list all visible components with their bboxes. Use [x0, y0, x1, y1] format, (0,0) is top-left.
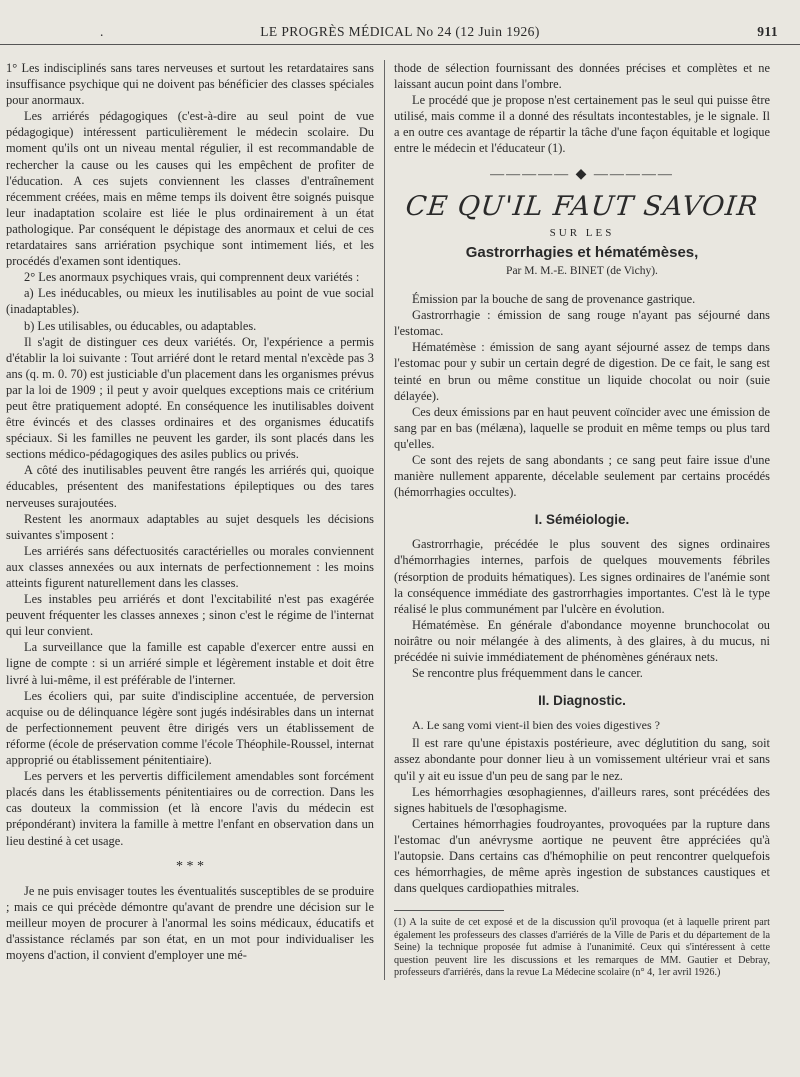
paragraph: Il s'agit de distinguer ces deux variétés. Or, l'expérience a permis d'établir la loi suivante : Tout arriéré dont le retard mental n'excède pas 3 ans (q. m. 0. 70) est justiciable d'un placement dans les organismes prévus par la loi de 1909 ; il peut y avoir quelques exceptions mais ce critérium peut être pratiquement adopté. En conséquence les inutilisables doivent être évincés et des classes ordinaires et des organismes éducatifs spéciaux. Si les familles ne peuvent les garder, ils sont placés dans les sections médico-pédagogiques des asiles publics ou privés.	[6, 334, 374, 462]
header-dot: .	[100, 24, 104, 39]
paragraph: a) Les inéducables, ou mieux les inutilisables au point de vue social (inadaptables).	[6, 286, 374, 317]
paragraph: La surveillance que la famille est capable d'exercer entre aussi en ligne de compte : si un arriéré simple et légèrement instable et doit être livré à lui-même, il est préférable de l'interner.	[6, 640, 374, 687]
paragraph: Ces deux émissions par en haut peuvent coïncider avec une émission de sang par en bas (mélæna), laquelle se produit en même temps ou plus tard qu'elles.	[394, 404, 770, 451]
byline: Par M. M.-E. BINET (de Vichy).	[506, 264, 658, 277]
paragraph: Hématémèse. En générale d'abondance moyenne brunchocolat ou noirâtre ou noir mélangée à des aliments, à des glaires, à du mucus, ni précédée ni suivie immédiatement de phénomènes généraux nets.	[394, 617, 770, 664]
paragraph: A côté des inutilisables peuvent être rangés les arriérés qui, quoique éducables, présentent des manifestations épileptiques ou des tares nerveuses surajoutées.	[6, 463, 374, 510]
rubric-heading: CE QU'IL FAUT SAVOIR	[404, 190, 760, 222]
footnote: (1) A la suite de cet exposé et de la discussion qu'il provoqua (et à laquelle prirent part également les professeurs des classes d'arriérés de la Ville de Paris et du département de la Seine) la technique proposée fut admise à l'unanimité. Ceux qui s'intéressent à cette question peuvent lire les discussions et les remarques de MM. Gautier et Debray, professeurs d'arriérés, dans la revue La Médecine scolaire (n° 4, 1er avril 1926.)	[394, 917, 770, 978]
paragraph: Ce sont des rejets de sang abondants ; ce sang peut faire issue d'une manière nullement apparente, décelable seulement par certains procédés (hémorrhagies occultes).	[394, 452, 770, 500]
ornament-divider: ————— ◆ —————	[490, 166, 674, 182]
paragraph: Les hémorrhagies œsophagiennes, d'ailleurs rares, sont précédées des signes habituels de l'œsophagisme.	[394, 784, 770, 815]
paragraph: 1° Les indisciplinés sans tares nerveuses et surtout les retardataires sans insuffisance psychique qui ne doivent pas bénéficier des classes spéciales pour anormaux.	[6, 61, 374, 108]
header-rule	[0, 44, 800, 45]
paragraph: Les écoliers qui, par suite d'indiscipline accentuée, de perversion acquise ou de délinquance légère sont jugés indésirables dans un internat de perfectionnement peuvent être dirigés vers un établissement de réforme (école de préservation comme l'école Théophile-Roussel, internat approprié ou établissement pénitentiaire).	[6, 688, 374, 768]
paragraph: b) Les utilisables, ou éducables, ou adaptables.	[24, 318, 257, 333]
paragraph: 2° Les anormaux psychiques vrais, qui comprennent deux variétés :	[24, 270, 360, 285]
paragraph: Les pervers et les pervertis difficilement amendables sont forcément placés dans les établissements pénitentiaires ou de correction. Dans les cas douteux la commission (et là encore l'avis du médecin est prépondérant) invitera la famille à mettre l'enfant en observation dans un lieu destiné à cet usage.	[6, 769, 374, 848]
paragraph: Hématémèse : émission de sang ayant séjourné assez de temps dans l'estomac pour y subir un certain degré de digestion. De ce fait, le sang est teinté en brun ou même constitue un liquide chocolat ou noir (suie délayée).	[394, 340, 770, 403]
paragraph: Certaines hémorrhagies foudroyantes, provoquées par la rupture dans l'estomac d'un anévrysme aortique ne peuvent être appréciées qu'à l'autopsie. Dans certains cas d'hémophilie on peut rencontrer quelquefois ces hémorrhagies, de même après ingestion de substances caustiques et dans quelques cardiopathies mitrales.	[394, 816, 770, 896]
paragraph: Je ne puis envisager toutes les éventualités susceptibles de se produire ; mais ce qui précède démontre qu'avant de prendre une décision sur le meilleur moyen de procurer à l'anormal les soins médicaux, éducatifs et d'assistance réclamés par son état, en un mot pour individualiser les moyens d'action, il convient d'employer une mé-	[6, 883, 374, 963]
subsection-heading: A. Le sang vomi vient-il bien des voies digestives ?	[412, 718, 660, 733]
rubric-sur: SUR LES	[549, 226, 615, 239]
section-stars: * * *	[176, 858, 204, 874]
paragraph: Les instables peu arriérés et dont l'excitabilité n'est pas exagérée peuvent fréquenter les classes annexes ; sinon c'est le régime de l'internat qui leur convient.	[6, 592, 374, 639]
running-header	[0, 22, 800, 46]
paragraph: Il est rare qu'une épistaxis postérieure, avec déglutition du sang, soit assez abondante pour donner lieu à un vomissement ultérieur vrai et sans qu'il y ait eu issue d'un peu de sang par le nez.	[394, 736, 770, 783]
paragraph: Gastrorrhagie, précédée le plus souvent des signes ordinaires d'hémorrhagies internes, parfois de quelques mouvements fébriles (résorption de produits hématiques). Les signes ordinaires de l'anémie sont la conséquence immédiate des gastrorrhagies importantes. C'est là le type réalisé le plus communément par l'ulcère en évolution.	[394, 537, 770, 616]
paragraph: Se rencontre plus fréquemment dans le cancer.	[412, 666, 643, 681]
page-number: 911	[757, 24, 778, 39]
section-heading: I. Séméiologie.	[534, 512, 630, 528]
journal-title: LE PROGRÈS MÉDICAL No 24 (12 Juin 1926)	[260, 24, 540, 39]
section-heading: II. Diagnostic.	[538, 693, 626, 709]
paragraph: Restent les anormaux adaptables au sujet desquels les décisions suivantes s'imposent :	[6, 511, 374, 542]
paragraph: Gastrorrhagie : émission de sang rouge n'ayant pas séjourné dans l'estomac.	[394, 308, 770, 339]
paragraph: thode de sélection fournissant des données précises et complètes et ne laissant aucun point dans l'ombre.	[394, 61, 770, 92]
column-divider	[384, 60, 385, 980]
paragraph: Émission par la bouche de sang de provenance gastrique.	[412, 292, 696, 307]
article-title: Gastrorrhagies et hématémèses,	[465, 243, 699, 261]
paragraph: Les arriérés sans défectuosités caractérielles ou morales conviennent aux classes annexées ou aux internats de perfectionnement : les moins atteints figurent naturellement dans les classes.	[6, 543, 374, 590]
paragraph: Les arriérés pédagogiques (c'est-à-dire au seul point de vue pédagogique) intéressent particulièrement le médecin scolaire. Du moment qu'ils ont un niveau mental régulier, il est recommandable de rechercher la cause ou les causes qui les empêchent de profiter de l'éducation. A ces sujets conviennent les classes d'entraînement récemment créées, mais en même temps ils doivent être soignés puisque leur inadaptation scolaire est liée le plus ordinairement à un état pathologique. Par conséquent le dépistage des anormaux et celui de ces retardataires sans arriération psychique sont intimement liés, et les procédés d'examen sont identiques.	[6, 109, 374, 269]
paragraph: Le procédé que je propose n'est certainement pas le seul qui puisse être utilisé, mais comme il a donné des résultats incontestables, je le signale. Il a en outre ces avantage de répartir la tâche d'une façon équitable et logique entre le médecin et l'éducateur (1).	[394, 93, 770, 156]
left-column	[6, 60, 374, 963]
right-column	[394, 60, 770, 979]
footnote-rule	[394, 910, 504, 911]
